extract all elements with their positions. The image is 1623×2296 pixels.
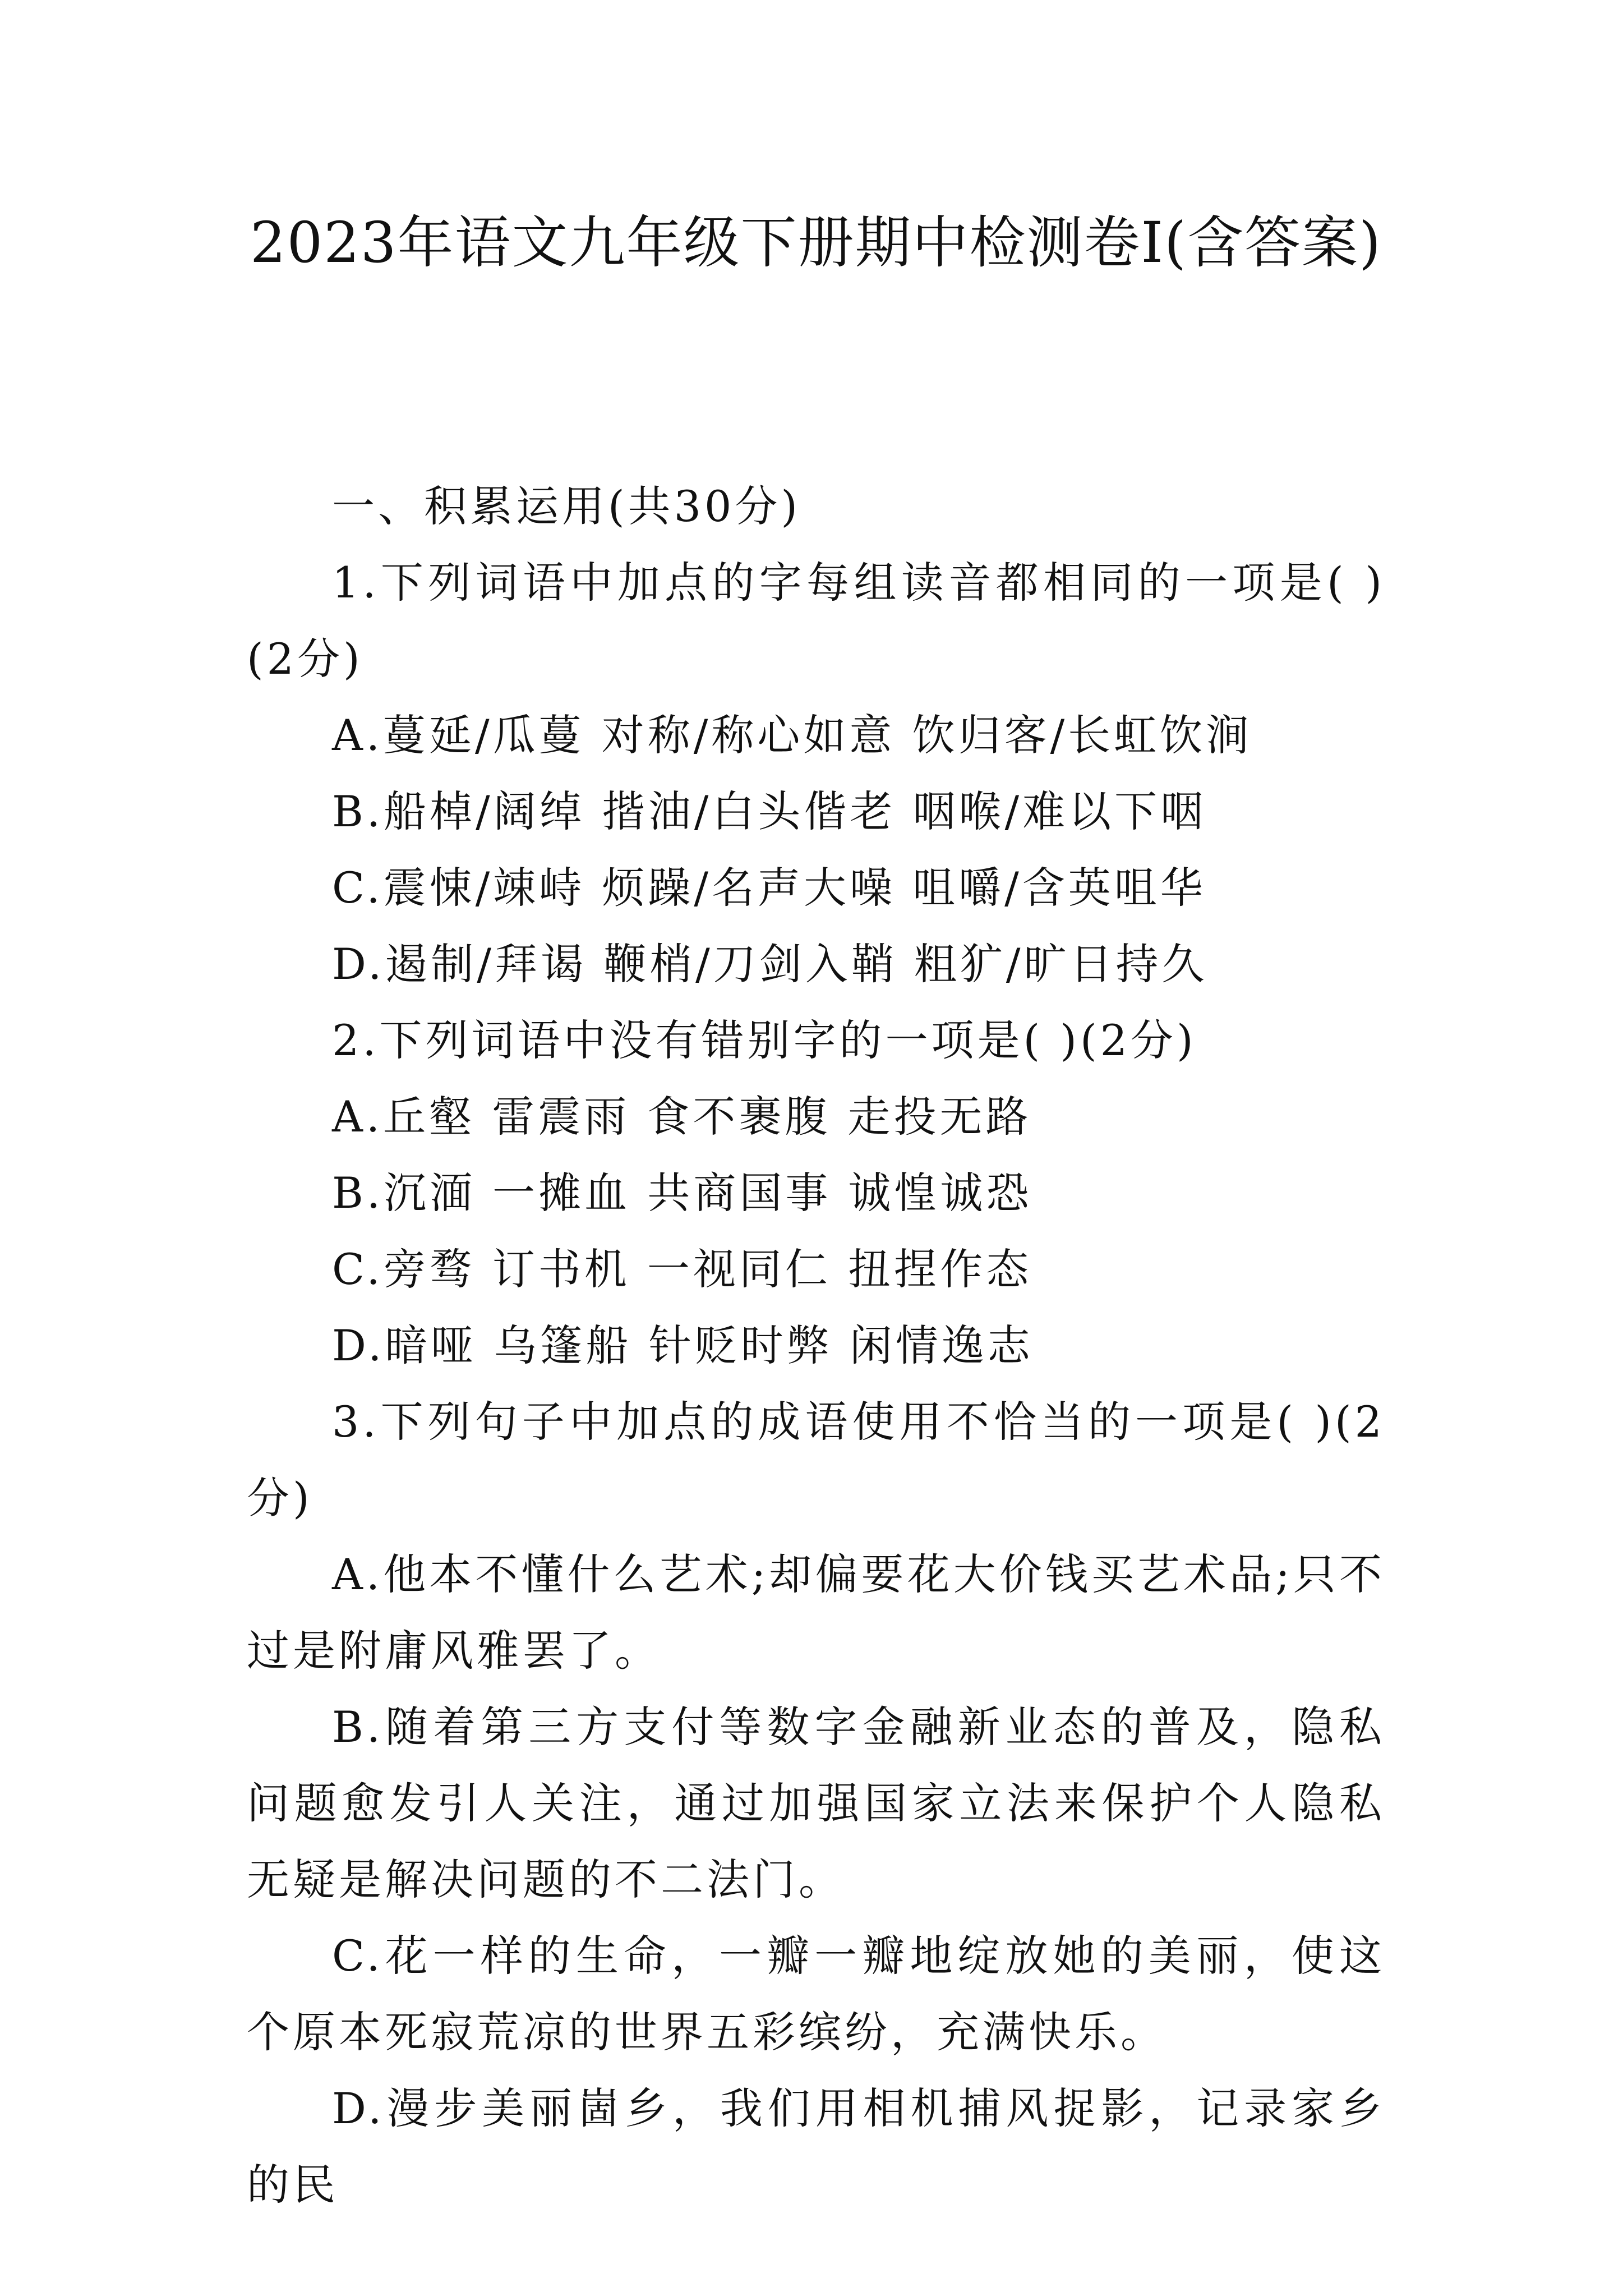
question-2-option-d: D.暗哑 乌篷船 针贬时弊 闲情逸志 [332, 1320, 1034, 1370]
question-3: 3.下列句子中加点的成语使用不恰当的一项是( )(2分) [247, 1397, 1385, 1523]
question-2-option-a: A.丘壑 雷震雨 食不裹腹 走投无路 [332, 1092, 1032, 1142]
question-3-option-a: A.他本不懂什么艺术;却偏要花大价钱买艺术品;只不过是附庸风雅罢了。 [247, 1549, 1385, 1676]
question-1-option-a: A.蔓延/瓜蔓 对称/称心如意 饮归客/长虹饮涧 [332, 710, 1252, 760]
question-3-option-c: C.花一样的生命，一瓣一瓣地绽放她的美丽，使这个原本死寂荒凉的世界五彩缤纷，充满快乐。 [247, 1931, 1385, 2057]
question-2-option-b: B.沉湎 一摊血 共商国事 诚惶诚恐 [332, 1168, 1032, 1218]
question-1: 1.下列词语中加点的字每组读音都相同的一项是( )(2分) [247, 558, 1385, 684]
question-2-option-c: C.旁骛 订书机 一视同仁 扭捏作态 [332, 1244, 1032, 1294]
question-3-option-b: B.随着第三方支付等数字金融新业态的普及，隐私问题愈发引人关注，通过加强国家立法来保护个人隐私无疑是解决问题的不二法门。 [247, 1702, 1385, 1904]
document-body [247, 468, 1385, 2223]
document-title: 2023年语文九年级下册期中检测卷Ⅰ(含答案) [250, 210, 1382, 275]
section-heading: 一、积累运用(共30分) [332, 481, 801, 531]
question-3-option-d: D.漫步美丽崮乡，我们用相机捕风捉影，记录家乡的民 [247, 2083, 1385, 2210]
question-1-option-b: B.船棹/阔绰 揩油/白头偕老 咽喉/难以下咽 [332, 786, 1207, 836]
question-1-option-c: C.震悚/竦峙 烦躁/名声大噪 咀嚼/含英咀华 [332, 863, 1206, 913]
question-2: 2.下列词语中没有错别字的一项是( )(2分) [332, 1015, 1197, 1065]
question-1-option-d: D.遏制/拜谒 鞭梢/刀剑入鞘 粗犷/旷日持久 [332, 939, 1208, 989]
